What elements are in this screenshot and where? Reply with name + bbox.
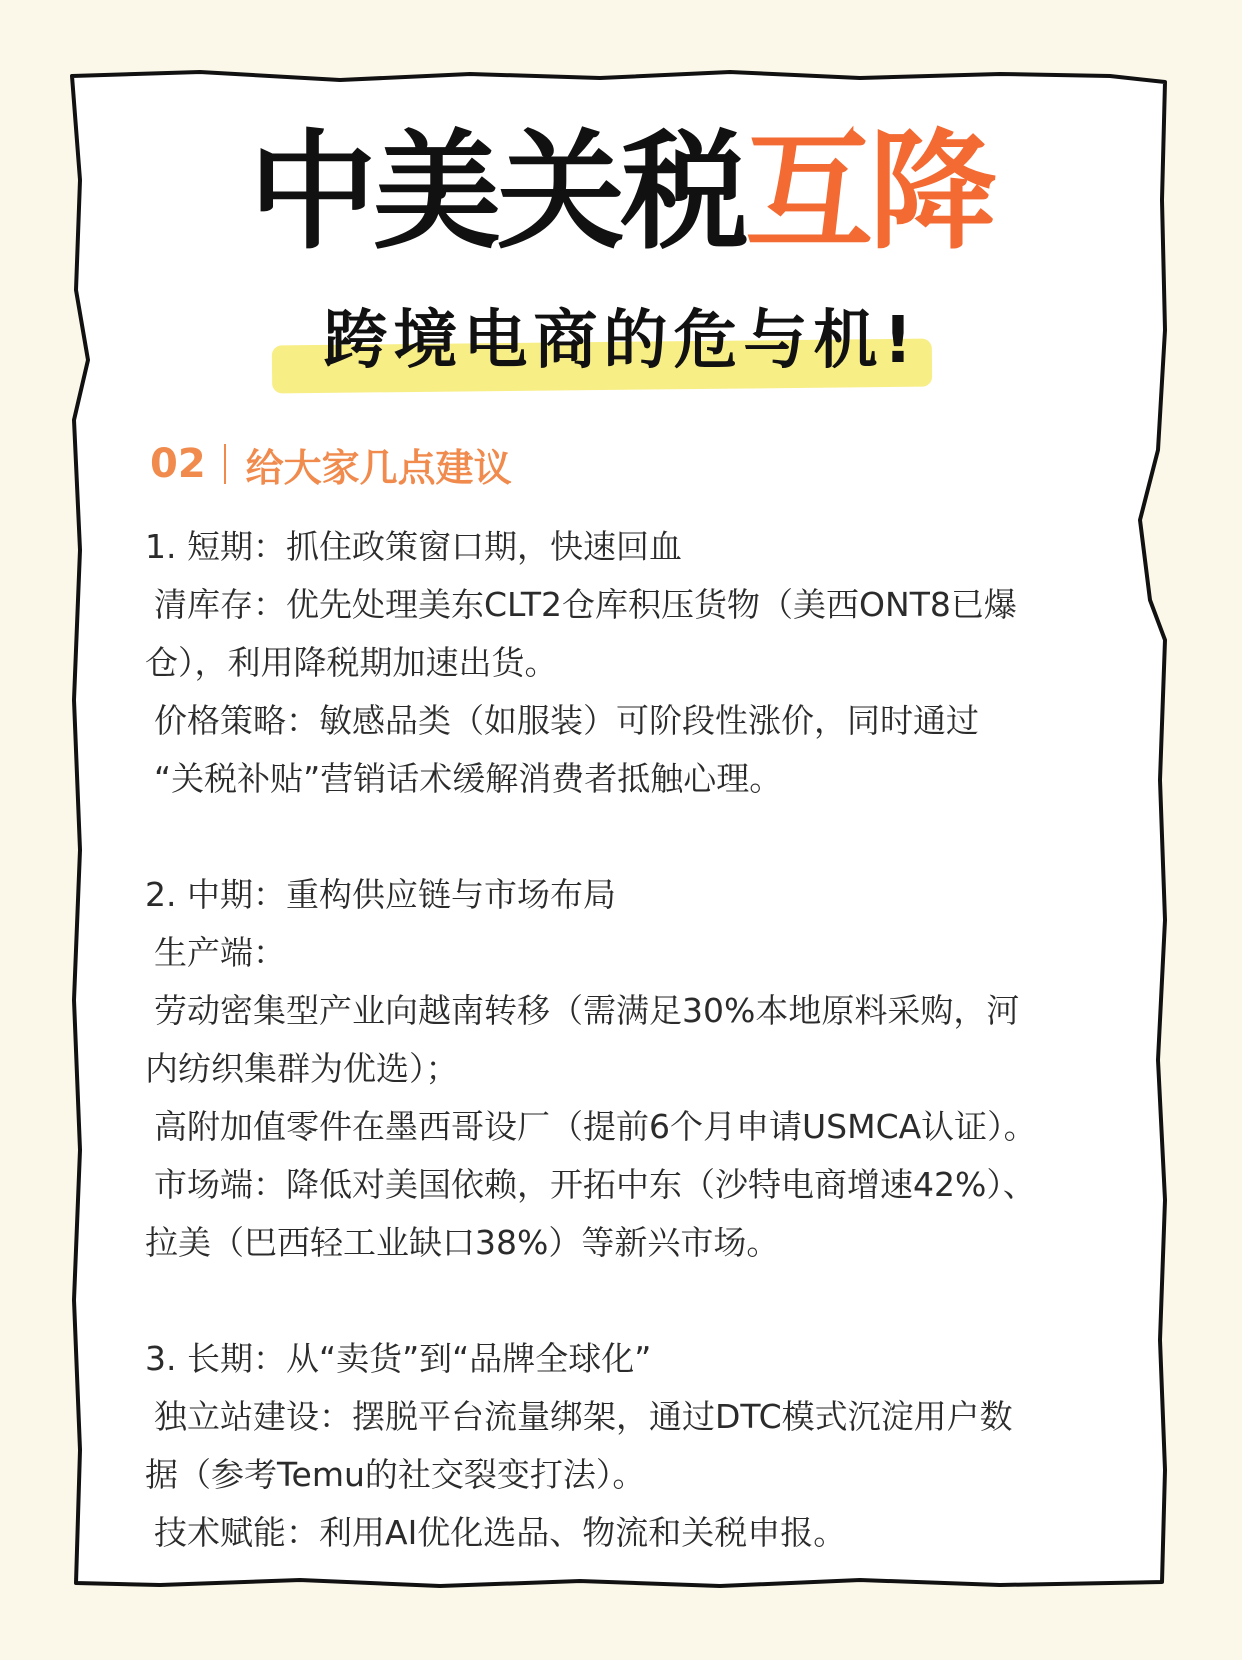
section-heading	[150, 436, 512, 492]
point-line: 仓），利用降税期加速出货。	[145, 643, 558, 682]
section-divider	[224, 444, 226, 484]
section-title: 给大家几点建议	[245, 445, 512, 490]
point-line: 据（参考Temu的社交裂变打法）。	[145, 1455, 646, 1494]
point-heading: 3. 长期：从“卖货”到“品牌全球化”	[145, 1339, 652, 1378]
point-line: 价格策略：敏感品类（如服装）可阶段性涨价，同时通过	[154, 701, 979, 740]
point-line: 劳动密集型产业向越南转移（需满足30%本地原料采购，河	[154, 991, 1020, 1030]
title-main: 中美关税	[248, 118, 745, 267]
page-title	[0, 118, 1242, 268]
subtitle: 跨境电商的危与机!	[323, 304, 919, 378]
point-line: 内纺织集群为优选）；	[145, 1049, 459, 1088]
point-line: 清库存：优先处理美东CLT2仓库积压货物（美西ONT8已爆	[154, 585, 1017, 624]
point-line: 市场端：降低对美国依赖，开拓中东（沙特电商增速42%）、	[154, 1165, 1036, 1204]
point-line: 独立站建设：摆脱平台流量绑架，通过DTC模式沉淀用户数	[154, 1397, 1013, 1436]
section-number: 02	[150, 441, 206, 487]
point-line: 生产端：	[154, 933, 286, 972]
title-accent: 互降	[745, 118, 994, 267]
point-line: 高附加值零件在墨西哥设厂（提前6个月申请USMCA认证）。	[154, 1107, 1037, 1146]
point-heading: 2. 中期：重构供应链与市场布局	[145, 875, 616, 914]
advice-body	[145, 518, 1115, 1562]
paragraph-gap	[145, 808, 1115, 866]
point-line: 拉美（巴西轻工业缺口38%）等新兴市场。	[145, 1223, 780, 1262]
paragraph-gap	[145, 1272, 1115, 1330]
point-line: 技术赋能：利用AI优化选品、物流和关税申报。	[154, 1513, 847, 1552]
point-line: “关税补贴”营销话术缓解消费者抵触心理。	[154, 759, 783, 798]
point-heading: 1. 短期：抓住政策窗口期，快速回血	[145, 527, 682, 566]
